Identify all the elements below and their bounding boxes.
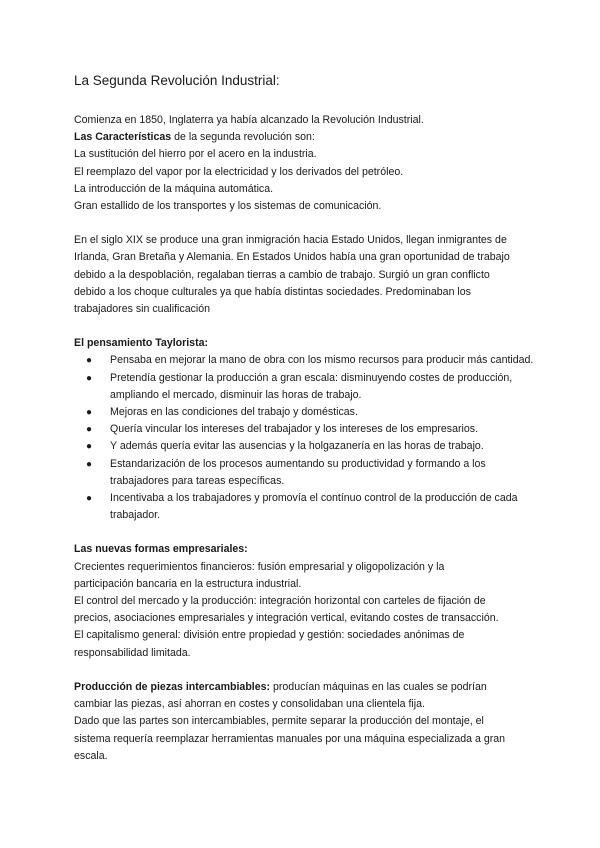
bullet-icon: ● — [86, 372, 93, 384]
characteristic-item: La sustitución del hierro por el acero en la industria. — [74, 148, 317, 161]
page-title: La Segunda Revolución Industrial: — [74, 73, 280, 88]
list-item-text: Estandarización de los procesos aumentando su productividad y formando a los trabajadores para tareas específicas. — [110, 457, 486, 487]
taylorism-heading: El pensamiento Taylorista: — [74, 337, 209, 350]
characteristic-item: El reemplazo del vapor por la electricidad y los derivados del petróleo. — [74, 165, 404, 178]
immigration-line: debido a los choque culturales ya que había distintas sociedades. Predominaban los — [74, 285, 471, 298]
list-item — [74, 370, 544, 404]
characteristics-label: Las Características — [74, 131, 172, 144]
immigration-line: trabajadores sin cualificación — [74, 303, 211, 316]
characteristics-text: de la segunda revolución son: — [171, 131, 315, 144]
interchangeable-line: cambiar las piezas, así ahorran en costes y consolidaban una clientela fija. — [74, 698, 425, 711]
bullet-icon: ● — [86, 424, 93, 436]
interchangeable-heading: Producción de piezas intercambiables: — [74, 680, 271, 693]
bullet-icon: ● — [86, 493, 93, 505]
immigration-section — [74, 232, 544, 318]
list-item — [74, 438, 544, 455]
interchangeable-line: sistema requería reemplazar herramientas manuales por una máquina especializada a gran — [74, 732, 506, 745]
bullet-icon: ● — [86, 355, 93, 367]
list-item — [74, 490, 544, 524]
business-forms-line: El control del mercado y la producción: integración horizontal con carteles de fijación de — [74, 595, 486, 608]
business-forms-line: responsabilidad limitada. — [74, 646, 191, 659]
list-item — [74, 404, 544, 421]
list-item — [74, 421, 544, 438]
interchangeable-first-line — [74, 679, 544, 696]
intro-line: Comienza en 1850, Inglaterra ya había alcanzado la Revolución Industrial. — [74, 114, 424, 126]
list-item — [74, 456, 544, 490]
business-forms-section — [74, 541, 544, 661]
bullet-icon: ● — [86, 407, 93, 419]
immigration-line: debido a la despoblación, regalaban tierras a cambio de trabajo. Surgió un gran conflicto — [74, 268, 490, 281]
intro-section — [74, 112, 544, 215]
list-item — [74, 352, 544, 369]
business-forms-line: El capitalismo general: división entre propiedad y gestión: sociedades anónimas de — [74, 629, 465, 642]
characteristic-item: La introducción de la máquina automática. — [74, 182, 274, 195]
list-item-text: Y además quería evitar las ausencias y la holgazanería en las horas de trabajo. — [110, 440, 484, 453]
business-forms-line: participación bancaria en la estructura industrial. — [74, 577, 302, 590]
interchangeable-intro-text: producían máquinas en las cuales se podrían — [270, 680, 487, 693]
characteristics-line — [74, 129, 544, 146]
bullet-icon: ● — [86, 441, 93, 453]
list-item-text: Incentivaba a los trabajadores y promovía el contínuo control de la producción de cada trabajador. — [110, 492, 518, 522]
business-forms-line: precios, asociaciones empresariales y integración vertical, evitando costes de transacción. — [74, 612, 499, 625]
interchangeable-line: Dado que las partes son intercambiables, permite separar la producción del montaje, el — [74, 715, 484, 728]
interchangeable-section — [74, 679, 544, 765]
taylorism-section — [74, 335, 544, 524]
list-item-text: Pretendía gestionar la producción a gran escala: disminuyendo costes de producción, ampliando el mercado, disminuir las horas de trabajo. — [110, 371, 513, 401]
immigration-line: En el siglo XIX se produce una gran inmigración hacia Estado Unidos, llegan inmigrantes de — [74, 234, 507, 247]
immigration-line: Irlanda, Gran Bretaña y Alemania. En Estados Unidos había una gran oportunidad de trabajo — [74, 251, 510, 264]
interchangeable-line: escala. — [74, 749, 108, 762]
bullet-icon: ● — [86, 458, 93, 470]
business-forms-line: Crecientes requerimientos financieros: fusión empresarial y oligopolización y la — [74, 560, 445, 573]
business-forms-heading: Las nuevas formas empresariales: — [74, 543, 248, 556]
characteristic-item: Gran estallido de los transportes y los sistemas de comunicación. — [74, 200, 382, 213]
taylorism-list — [74, 352, 544, 524]
list-item-text: Quería vincular los intereses del trabajador y los intereses de los empresarios. — [110, 423, 479, 436]
list-item-text: Pensaba en mejorar la mano de obra con los mismo recursos para producir más cantidad. — [110, 354, 534, 367]
document-page — [74, 72, 544, 765]
list-item-text: Mejoras en las condiciones del trabajo y domésticas. — [110, 406, 358, 419]
